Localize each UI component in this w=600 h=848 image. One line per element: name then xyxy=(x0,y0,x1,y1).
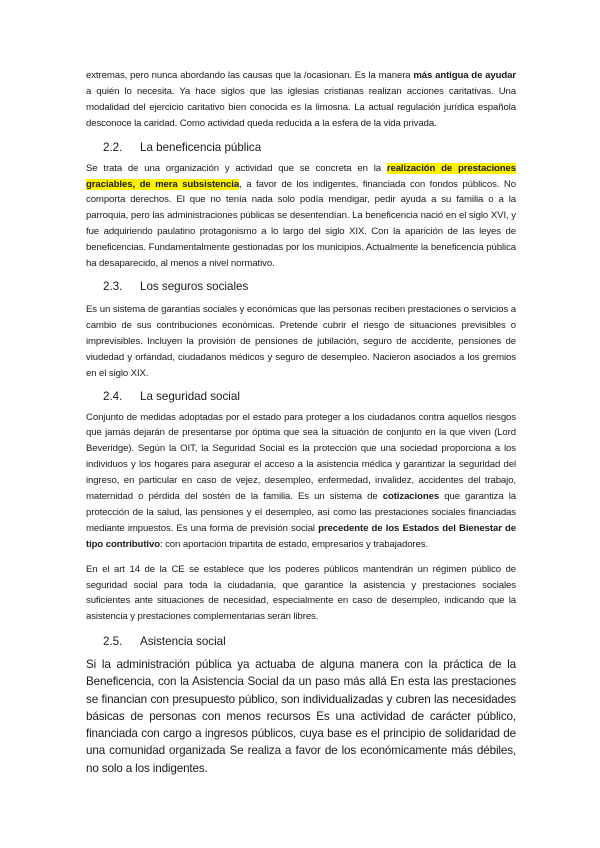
section-title: Asistencia social xyxy=(140,634,226,648)
section-heading-2-4: 2.4. La seguridad social xyxy=(103,390,240,403)
section-heading-2-2: 2.2. La beneficencia pública xyxy=(103,141,262,155)
bold-phrase: precedente de los Estados del Bienestar de tipo contributivo xyxy=(86,522,517,550)
paragraph-seguros: Es un sistema de garantías sociales y económicas que las personas reciben prestaciones o servicios a cambio de sus contribuciones económicas. Pretende cubrir el riesgo de situaciones previsibles o imprevisibles. Incluyen la provisión de pensiones de jubilación, seguro de accidente, pensiones de viudedad y orfandad, ciudadanos médicos y seguro de desempleo. Nacieron asociados a los gremios en el siglo XIX. xyxy=(86,303,516,379)
section-title: La beneficencia pública xyxy=(140,141,262,155)
section-heading-2-3: 2.3. Los seguros sociales xyxy=(103,280,249,294)
document-page xyxy=(86,68,516,777)
section-heading-2-5: 2.5. Asistencia social xyxy=(103,634,226,648)
section-title: La seguridad social xyxy=(140,390,240,403)
bold-phrase: cotizaciones xyxy=(382,491,440,503)
paragraph-seguridad-social: Conjunto de medidas adoptadas por el estado para proteger a los ciudadanos contra aquellos riesgos que jamás dejarán de presentarse por óptima que sea la situación de conjunto en la que viven (Lord Beveridge). Según la OIT, la Seguridad Social es la protección que una sociedad proporciona a los individuos y los hogares para asegurar el acceso a la asistencia médica y garantizar la seguridad del ingreso, en particular en caso de vejez, desempleo, enfermedad, invalidez, accidentes del trabajo, maternidad o pérdida del sostén de la familia. Es un sistema de cotizaciones que garantiza la protección de la salud, las pensiones y el desempleo, así como las prestaciones sociales financiadas mediante impuestos. Es una forma de previsión social precedente de los Estados del Bienestar de tipo contributivo: con aportación tripartita de estado, empresarios y trabajadores. xyxy=(86,411,517,550)
paragraph-art-14: En el art 14 de la CE se establece que los poderes públicos mantendrán un régimen público de seguridad social para toda la ciudadanía, que garantice la asistencia y prestaciones sociales suficientes ante situaciones de necesidad, especialmente en caso de desempleo, indicando que la asistencia y prestaciones complementarias serán libres. xyxy=(86,563,516,623)
bold-phrase: más antigua de ayudar xyxy=(413,70,516,81)
intro-paragraph: extremas, pero nunca abordando las causas que la /ocasionan. Es la manera más antigua de ayudar a quién lo necesita. Ya hace siglos que las iglesias cristianas realizan acciones caritativas. Una modalidad del ejercicio caritativo bien conocida es la limosna. La actual regulación jurídica española desconoce la caridad. Como actividad queda reducida a la esfera de la vida privada. xyxy=(86,70,516,129)
section-title: Los seguros sociales xyxy=(140,280,249,294)
paragraph-asistencia: Si la administración pública ya actuaba de alguna manera con la práctica de la Beneficencia, con la Asistencia Social da un paso más allá En esta las prestaciones se financian con presupuesto público, son individualizadas y cubren las necesidades básicas de personas con menos recursos Es una actividad de carácter público, financiada con cargo a ingresos públicos, cuya base es el principio de solidaridad de una comunidad organizada Se realiza a favor de los económicamente más débiles, no solo a los indigentes. xyxy=(86,658,516,775)
paragraph-beneficencia: Se trata de una organización y actividad que se concreta en la realización de prestaciones graciables, de mera subsistencia, a favor de los indigentes, financiada con fondos públicos. No comporta derechos. El que no tenía nada solo podía mendigar, pedir ayuda a su familia o a la parroquia, pero las administraciones públicas se desentendían. La beneficencia nació en el siglo XVI, y fue adquiriendo paulatino protagonismo a lo largo del siglo XIX. Con la aparición de las leyes de beneficencias. Fundamentalmente gestionadas por los municipios. Actualmente la beneficencia pública ha desaparecido, al menos a nivel normativo. xyxy=(86,162,516,270)
highlighted-phrase: realización de prestaciones graciables, de mera subsistencia xyxy=(86,162,516,190)
